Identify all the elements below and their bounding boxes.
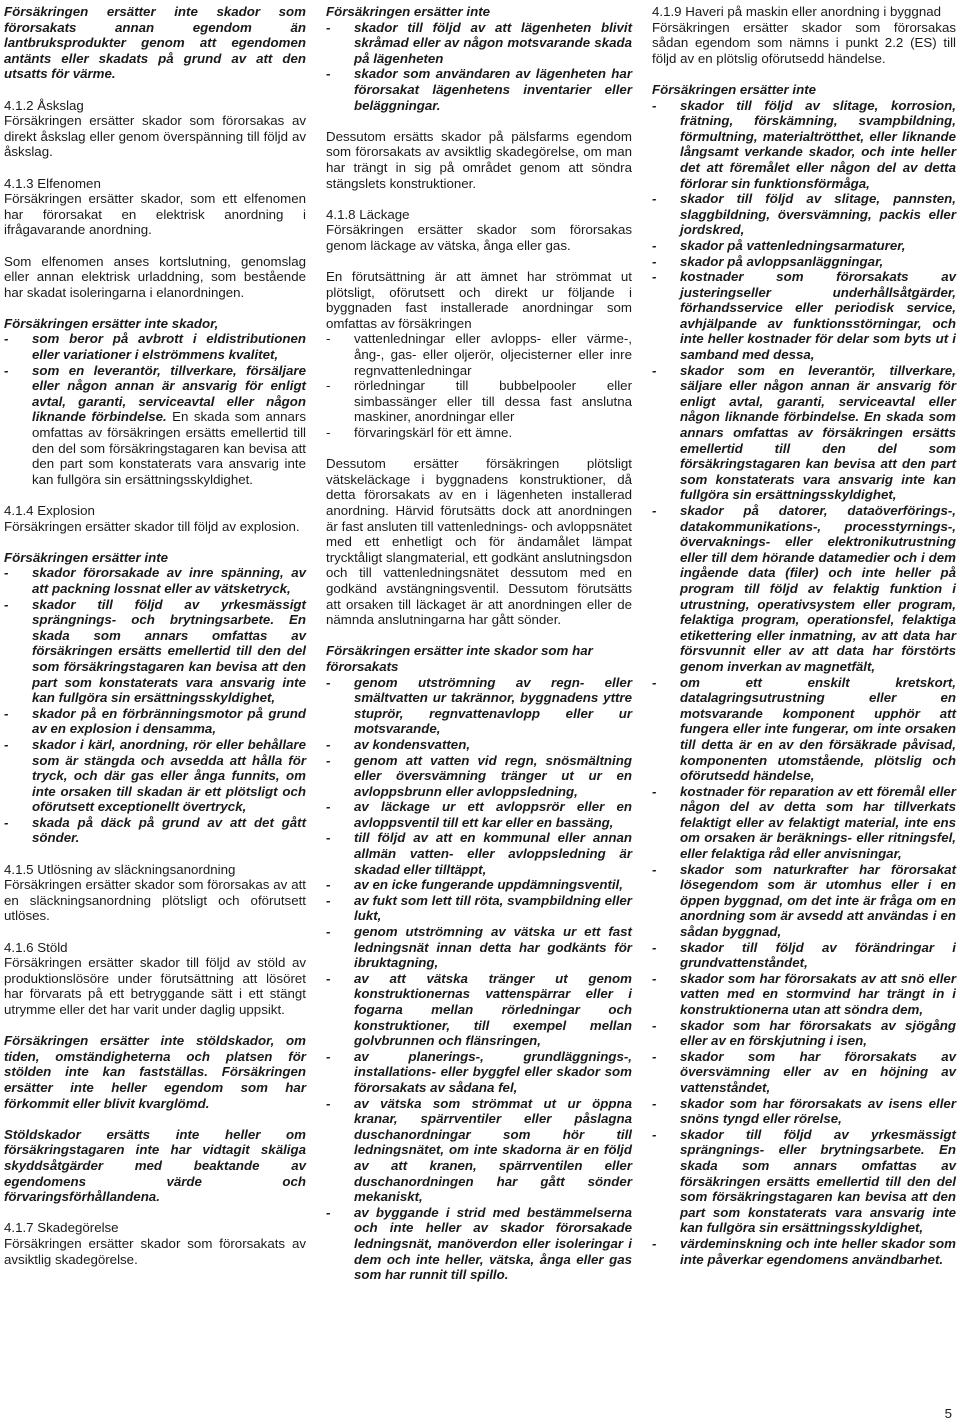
exclusion-heading-4-1-7: Försäkringen ersätter inte xyxy=(326,4,491,19)
list-item: - av läckage ur ett avloppsrör eller en avloppsventil till ett kar eller en bassäng, xyxy=(326,799,632,830)
column-left xyxy=(4,4,306,1283)
paragraph-4-1-7: Försäkringen ersätter skador som förorsakats av avsiktlig skadegörelse. xyxy=(4,1235,306,1267)
exclusion-list-4-1-8 xyxy=(326,675,632,1283)
column-middle xyxy=(326,4,632,1298)
list-item: - genom att vatten vid regn, snösmältning eller översvämning tränger ut ur en avloppsbrunn eller avloppsledning, xyxy=(326,753,632,800)
section-title-4-1-4: 4.1.4 Explosion xyxy=(4,503,95,518)
exclusion-list-4-1-4 xyxy=(4,565,306,846)
exclusion-heading-4-1-3: Försäkringen ersätter inte skador, xyxy=(4,315,219,331)
list-item: - skador som har förorsakats av att snö eller vatten med en stormvind har trängt in i konstruktionerna utan att söndra dem, xyxy=(652,971,956,1018)
section-title-4-1-8: 4.1.8 Läckage xyxy=(326,206,410,222)
exclusion-list-4-1-3 xyxy=(4,331,306,487)
list-item: - skador som användaren av lägenheten har förorsakat lägenhetens inventarier eller beläggningar. xyxy=(326,66,632,113)
column-right xyxy=(652,4,956,1283)
list-item: - skador till följd av slitage, korrosion, frätning, förskämning, svampbildning, förmultning, materialtrötthet, eller liknande långsamt verkande skador, och inte heller det att föremålet eller någon del av detta förlorar sin funktionsförmåga, xyxy=(652,98,956,192)
paragraph-4-1-4: Försäkringen ersätter skador till följd av explosion. xyxy=(4,518,300,534)
list-item: - skador som har förorsakats av isens eller snöns tyngd eller rörelse, xyxy=(652,1096,956,1127)
exclusion-list-4-1-9 xyxy=(652,98,956,1268)
list-item: - genom utströmning av regn- eller smältvatten ur takrännor, byggnadens yttre stuprör, regnvattenavlopp eller ur motsvarande, xyxy=(326,675,632,737)
exclusion-heading-4-1-4: Försäkringen ersätter inte xyxy=(4,549,169,565)
list-item: - skador på en förbränningsmotor på grund av en explosion i densamma, xyxy=(4,706,306,737)
list-item: - skador till följd av slitage, pannsten, slaggbildning, översvämning, packis eller jordskred, xyxy=(652,191,956,238)
paragraph-4-1-6-exclusion-2: Stöldskador ersätts inte heller om försäkringstagaren inte har vidtagit skäliga skyddsåtgärder med beaktande av egendomens värde och förvaringsförhållandena. xyxy=(4,1126,306,1205)
list-item: - skador som har förorsakats av sjögång eller av en förskjutning i isen, xyxy=(652,1018,956,1049)
section-title-4-1-5: 4.1.5 Utlösning av släckningsanordning xyxy=(4,861,236,877)
list-item: - skador till följd av att lägenheten blivit skråmad eller av någon motsvarande skada på lägenheten xyxy=(326,20,632,67)
paragraph-fur-farm: Dessutom ersätts skador på pälsfarms egendom som förorsakats av avsiktlig skadegörelse, om man har trängt in sig på området genom att söndra stängslets konstruktioner. xyxy=(326,128,632,191)
list-item: - av byggande i strid med bestämmelserna och inte heller av skador förorsakade ledningsnät, manöverdon eller isoleringar i dem och inte heller, vätska, ånga eller gas som har runnit till spillo. xyxy=(326,1205,632,1283)
paragraph-4-1-3-definition: Som elfenomen anses kortslutning, genomslag eller annan elektrisk urladdning, som bestående har skadat isoleringarna i elanordningen. xyxy=(4,253,306,300)
section-title-4-1-3: 4.1.3 Elfenomen xyxy=(4,175,101,191)
list-item-tail: En skada som annars omfattas av försäkringen ersätts emellertid till den del som försäkringstagaren kan bevisa att den part som konstaterats vara ansvarig inte kan fullgöra sin ersättningsskyldighet. xyxy=(32,409,306,487)
section-title-4-1-2: 4.1.2 Åskslag xyxy=(4,97,84,113)
paragraph-4-1-6: Försäkringen ersätter skador till följd av stöld av produktionslösöre under förutsättning att lösöret har förvarats på ett betryggande sätt i ett stängt utrymme eller det har varit under daglig uppsikt. xyxy=(4,955,306,1017)
list-item xyxy=(4,363,306,488)
exclusion-heading-4-1-8: Försäkringen ersätter inte skador som har förorsakats xyxy=(326,643,593,674)
list-item: - skador i kärl, anordning, rör eller behållare som är stängda och avsedda att hålla för tryck, och där gas eller ånga funnits, om inte orsaken till skadan är ett plötsligt och oförutsett exceptionellt övertryck, xyxy=(4,737,306,815)
list-item: - skador på vattenledningsarmaturer, xyxy=(652,238,956,254)
exclusion-list-4-1-7 xyxy=(326,20,632,114)
device-list-4-1-8 xyxy=(326,331,632,440)
list-item: - skador till följd av yrkesmässigt sprängnings- och brytningsarbete. En skada som annars omfattas av försäkringen ersätts emellertid till den del som försäkringstagaren kan bevisa att den part som konstaterats vara ansvarig inte kan fullgöra sin ersättningsskyldighet, xyxy=(4,597,306,706)
section-title-4-1-7: 4.1.7 Skadegörelse xyxy=(4,1220,119,1236)
paragraph-4-1-3: Försäkringen ersätter skador, som ett elfenomen har förorsakat en elektrisk anordning i ifrågavarande anordning. xyxy=(4,191,306,238)
list-item: - rörledningar till bubbelpooler eller simbassänger eller till dessa fast anslutna maskiner, anordningar eller xyxy=(326,378,632,425)
list-item: - som beror på avbrott i eldistributionen eller variationer i elströmmens kvalitet, xyxy=(4,331,306,362)
list-item: - förvaringskärl för ett ämne. xyxy=(326,425,632,441)
paragraph-4-1-6-exclusion: Försäkringen ersätter inte stöldskador, om tiden, omständigheterna och platsen för stölden inte kan fastställas. Försäkringen ersätter inte heller egendom som har förkommit eller blivit kvarglömd. xyxy=(4,1033,306,1111)
list-item: - av fukt som lett till röta, svampbildning eller lukt, xyxy=(326,893,632,924)
paragraph-4-1-2: Försäkringen ersätter skador som förorsakas av direkt åskslag eller genom överspänning till följd av åskslag. xyxy=(4,113,306,160)
list-item: - genom utströmning av vätska ur ett fast ledningsnät innan detta har godkänts för ibruktagning, xyxy=(326,924,632,971)
list-item: - skador som en leverantör, tillverkare, säljare eller någon annan är ansvarig för enligt avtal, garanti, serviceavtal eller någon liknande förbindelse. En skada som annars omfattas av försäkringen ersätts emellertid till den del som försäkringstagaren kan bevisa att den part som konstaterats vara ansvarig inte kan fullgöra sin ersättningsskyldighet, xyxy=(652,363,956,503)
list-item: - skador på avloppsanläggningar, xyxy=(652,254,956,270)
page-number: 5 xyxy=(944,1406,952,1421)
list-item: - vattenledningar eller avlopps- eller värme-, ång-, gas- eller oljerör, oljecisterner eller inre regnvattenledningar xyxy=(326,331,632,378)
list-item: - värdeminskning och inte heller skador som inte påverkar egendomens användbarhet. xyxy=(652,1236,956,1267)
list-item: - kostnader för reparation av ett föremål eller någon del av detta som har tillverkats felaktigt eller av felaktigt material, inte ens om orsaken är beräknings- eller ritningsfel, eller felaktiga råd eller anvisningar, xyxy=(652,784,956,862)
list-item: - skador till följd av förändringar i grundvattenståndet, xyxy=(652,940,956,971)
paragraph-4-1-5: Försäkringen ersätter skador som förorsakas av att en släckningsanordning plötsligt och oförutsett utlöses. xyxy=(4,877,306,924)
paragraph-4-1-8-condition: En förutsättning är att ämnet har strömmat ut plötsligt, oförutsett och direkt ur följande i byggnaden fast installerade anordningar som omfattas av försäkringen xyxy=(326,269,632,331)
list-item: - av att vätska tränger ut genom konstruktionernas vattenspärrar eller i fogarna mellan rörledningar och konstruktioner, till exempel mellan golvbrunnen och flänsringen, xyxy=(326,971,632,1049)
list-item: - skador till följd av yrkesmässigt sprängnings- eller brytningsarbete. En skada som annars omfattas av försäkringen ersätts emellertid till den del som försäkringstagaren kan bevisa att den part som konstaterats vara ansvarig inte kan fullgöra sin ersättningsskyldighet, xyxy=(652,1127,956,1236)
paragraph-intro: Försäkringen ersätter inte skador som förorsakats annan egendom än lantbruksprodukter genom att egendomen antänts eller skadats på grund av att den utsatts för värme. xyxy=(4,4,306,82)
list-item: - av planerings-, grundläggnings-, installations- eller byggfel eller skador som förorsakats av sådana fel, xyxy=(326,1049,632,1096)
list-item: - skada på däck på grund av att det gått sönder. xyxy=(4,815,306,846)
list-item: - om ett enskilt kretskort, datalagringsutrustning eller en motsvarande komponent upphör att fungera eller inte fungerar, om inte orsaken till detta är en av den försäkrade påvisad, komponenten utomstående, plötslig och oförutsedd händelse, xyxy=(652,675,956,784)
list-item: - av vätska som strömmat ut ur öppna kranar, spärrventiler eller påslagna duschanordningar som hör till ledningsnätet, om inte skadorna är en följd av att kranen, spärrventilen eller duschanordningen har gått sönder mekaniskt, xyxy=(326,1096,632,1205)
section-title-4-1-9: 4.1.9 Haveri på maskin eller anordning i byggnad xyxy=(652,4,942,19)
list-item: - skador förorsakade av inre spänning, av att packning lossnat eller av vätsketryck, xyxy=(4,565,306,596)
exclusion-heading-4-1-9: Försäkringen ersätter inte xyxy=(652,81,817,97)
paragraph-4-1-8-additional: Dessutom ersätter försäkringen plötsligt vätskeläckage i byggnadens konstruktioner, då detta förorsakats av en i lägenheten installerad anordning. Härvid förutsätts dock att anordningen är fast ansluten till vattenlednings- och avloppsnätet med ett enhetligt och för ändamålet lämpat trycktåligt slangmaterial, ett godkänt anslutningsdon och till vattenledningsnätet dessutom med en godkänd avstängningsventil. Dessutom förutsätts att orsaken till läckaget är att anordningen eller de nämnda anslutningarna har gått sönder. xyxy=(326,456,632,628)
list-item-text: som en leverantör, tillverkare, försäljare eller någon annan är ansvarig för enligt avtal, garanti, serviceavtal eller någon liknande förbindelse. xyxy=(32,362,306,425)
section-title-4-1-6: 4.1.6 Stöld xyxy=(4,939,68,955)
list-item: - av kondensvatten, xyxy=(326,737,632,753)
list-item: - av en icke fungerande uppdämningsventil, xyxy=(326,877,632,893)
list-item: - skador på datorer, dataöverförings-, datakommunikations-, processtyrnings-, övervaknings- eller elektronikutrustning eller till dem hörande datamedier och i dem ingående data (filer) och inte heller på program till följd av felaktig funktion i utrustning, operativsystem eller program, felaktiga program, operationsfel, felaktiga etikettering eller inmatning, av att data har försvunnit eller av att data har förstörts genom inverkan av magnetfält, xyxy=(652,503,956,675)
paragraph-4-1-8: Försäkringen ersätter skador som förorsakas genom läckage av vätska, ånga eller gas. xyxy=(326,222,632,253)
list-item: - skador som naturkrafter har förorsakat lösegendom som är utomhus eller i en öppen byggnad, om det inte är fråga om en anordning som är avsedd att användas i en sådan byggnad, xyxy=(652,862,956,940)
list-item: - skador som har förorsakats av översvämning eller av en höjning av vattenståndet, xyxy=(652,1049,956,1096)
list-item: - till följd av att en kommunal eller annan allmän vatten- eller avloppsledning är skadad eller tilltäppt, xyxy=(326,830,632,877)
list-item: - kostnader som förorsakats av justeringseller underhållsåtgärder, förhandsservice eller periodisk service, avhjälpande av funktionsstörningar, och inte heller kostnader för delar som byts ut i samband med dessa, xyxy=(652,269,956,363)
paragraph-4-1-9: Försäkringen ersätter skador som förorsakas sådan egendom som nämns i punkt 2.2 (ES) till följd av en plötslig oförutsedd händelse. xyxy=(652,19,956,66)
